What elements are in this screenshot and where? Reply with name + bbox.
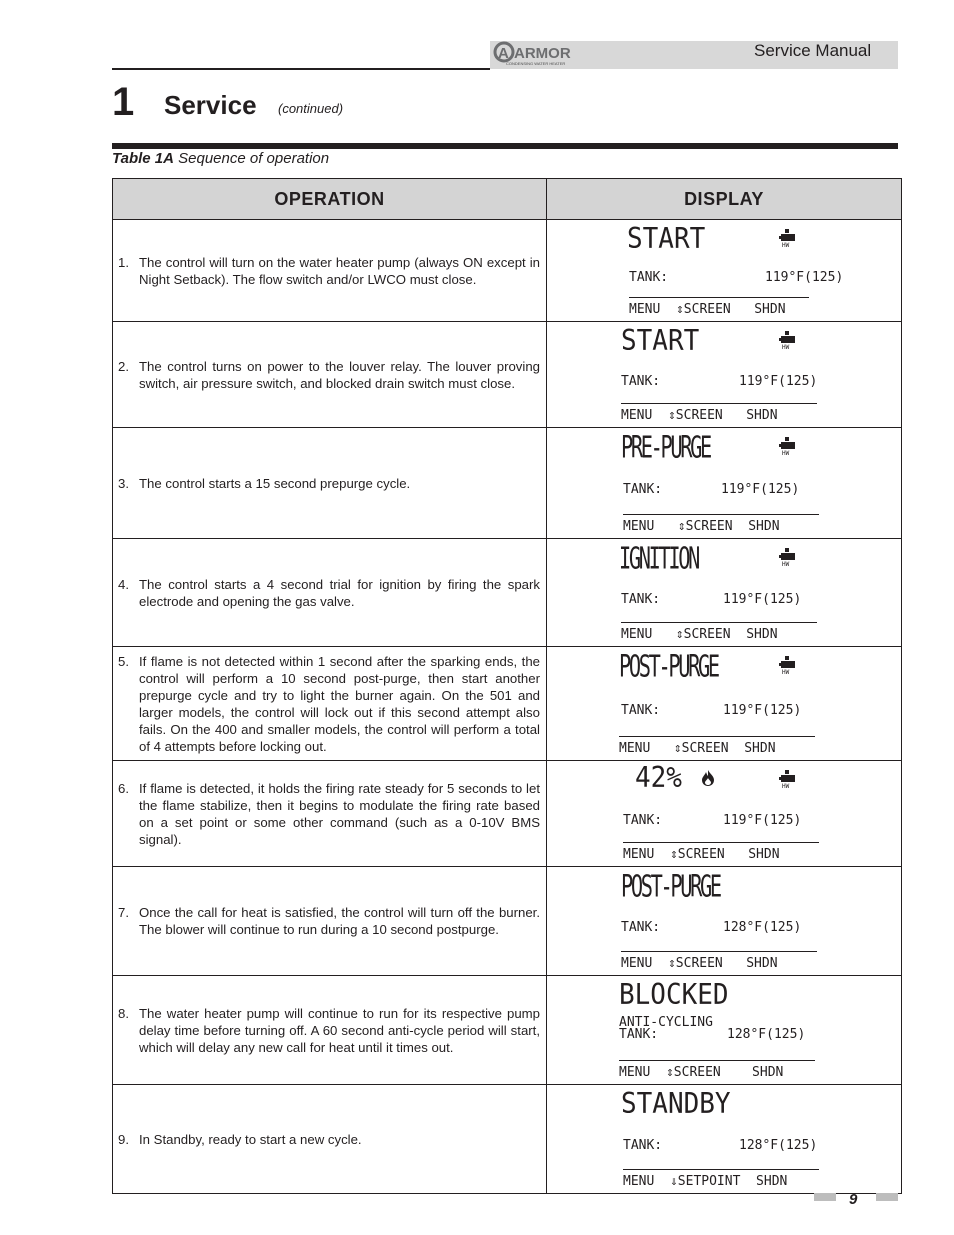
- display-cell: [547, 976, 902, 1085]
- table-caption-text: Sequence of operation: [178, 150, 330, 167]
- lcd-divider: [623, 1169, 819, 1170]
- brand-name: ARMOR: [514, 45, 571, 62]
- step-number: 4.: [118, 576, 129, 592]
- step-text: If flame is detected, it holds the firing rate steady for 5 seconds to let the flame stabilize, then it begins to modulate the firing rate based on a set point or some other command (such as a 0-10V BMS signal).: [139, 780, 540, 847]
- operation-step: [113, 1131, 546, 1148]
- svg-text:HW: HW: [782, 669, 790, 675]
- chapter-number: 1: [112, 80, 135, 124]
- lcd-tank-value: 128°F(125): [727, 1027, 806, 1042]
- hot-water-icon: [779, 769, 797, 789]
- table-row: [113, 976, 902, 1085]
- armor-logo: [492, 41, 588, 67]
- lcd-display: [547, 976, 901, 1084]
- hot-water-icon: [779, 330, 797, 350]
- operation-step: [113, 1005, 546, 1056]
- table-caption-label: Table 1A: [112, 150, 174, 167]
- display-cell: [547, 1085, 902, 1194]
- table-row: [113, 322, 902, 428]
- lcd-menu-bar: MENU ⇕SCREEN SHDN: [621, 627, 778, 642]
- step-number: 5.: [118, 653, 129, 669]
- lcd-tank-label: TANK:: [621, 920, 661, 935]
- section-rule: [112, 143, 898, 149]
- step-number: 1.: [118, 254, 129, 270]
- lcd-tank-label: TANK:: [621, 703, 661, 718]
- sequence-table: [112, 178, 902, 1194]
- lcd-tank-label: TANK:: [619, 1027, 659, 1042]
- brand-tagline: CONDENSING WATER HEATER: [506, 61, 566, 66]
- table-row: [113, 539, 902, 647]
- lcd-tank-label: TANK:: [623, 482, 663, 497]
- lcd-display: [547, 428, 901, 538]
- lcd-display: [547, 761, 901, 866]
- lcd-tank-label: TANK:: [629, 270, 669, 285]
- lcd-status-title: POST-PURGE: [619, 649, 718, 685]
- table-row: [113, 647, 902, 761]
- operation-header: OPERATION: [113, 179, 547, 220]
- display-cell: [547, 220, 902, 322]
- lcd-tank-value: 119°F(125): [739, 374, 818, 389]
- step-text: The control turns on power to the louver relay. The louver proving switch, air pressure switch, and blocked drain switch must close.: [139, 358, 540, 391]
- lcd-tank-label: TANK:: [621, 374, 661, 389]
- lcd-menu-bar: MENU ⇕SCREEN SHDN: [621, 956, 778, 971]
- lcd-status-title: POST-PURGE: [621, 869, 720, 905]
- step-text: Once the call for heat is satisfied, the control will turn off the burner. The blower will continue to run during a 10 second postpurge.: [139, 905, 540, 937]
- display-cell: [547, 539, 902, 647]
- lcd-tank-value: 119°F(125): [721, 482, 800, 497]
- hot-water-icon: [779, 436, 797, 456]
- operation-step: [113, 780, 546, 848]
- svg-text:HW: HW: [782, 561, 790, 567]
- lcd-menu-bar: MENU ⇕SCREEN SHDN: [621, 408, 778, 423]
- lcd-display: [547, 539, 901, 646]
- service-manual-label: Service Manual: [754, 41, 872, 60]
- lcd-tank-value: 119°F(125): [723, 592, 802, 607]
- display-header: DISPLAY: [547, 179, 902, 220]
- lcd-status-title: START: [627, 222, 706, 256]
- table-row: [113, 428, 902, 539]
- table-row: [113, 220, 902, 322]
- table-row: [113, 761, 902, 867]
- lcd-substatus: ANTI-CYCLING: [619, 1015, 713, 1030]
- lcd-display: [547, 322, 901, 427]
- operation-step: [113, 653, 546, 755]
- lcd-tank-label: TANK:: [621, 592, 661, 607]
- operation-cell: [113, 647, 547, 761]
- display-cell: [547, 867, 902, 976]
- operation-step: [113, 358, 546, 392]
- lcd-divider: [629, 297, 809, 298]
- hot-water-icon: [779, 547, 797, 567]
- lcd-tank-value: 119°F(125): [723, 813, 802, 828]
- operation-cell: [113, 761, 547, 867]
- lcd-divider: [619, 1060, 815, 1061]
- step-text: The water heater pump will continue to run for its respective pump delay time before turning off. A 60 second anti-cycle period will start, which will delay any new call for heat until it times out.: [139, 1005, 540, 1055]
- lcd-divider: [621, 951, 817, 952]
- step-text: The control starts a 15 second prepurge cycle.: [139, 475, 411, 491]
- hot-water-icon: [779, 228, 797, 248]
- lcd-display: [547, 867, 901, 975]
- table-row: [113, 1085, 902, 1194]
- lcd-divider: [621, 622, 817, 623]
- svg-text:HW: HW: [782, 783, 790, 789]
- flame-icon: [701, 769, 715, 787]
- operation-step: [113, 576, 546, 610]
- lcd-status-title: IGNITION: [619, 541, 698, 577]
- lcd-menu-bar: MENU ⇕SCREEN SHDN: [623, 847, 780, 862]
- hot-water-icon: [779, 655, 797, 675]
- display-cell: [547, 647, 902, 761]
- lcd-menu-bar: MENU ⇕SCREEN SHDN: [619, 1065, 784, 1080]
- operation-cell: [113, 867, 547, 976]
- step-number: 7.: [118, 905, 129, 920]
- lcd-display: [547, 1085, 901, 1193]
- lcd-display: [547, 220, 901, 321]
- chapter-title: Service: [164, 90, 257, 120]
- chapter-continued: (continued): [278, 101, 344, 116]
- step-text: The control starts a 4 second trial for ignition by firing the spark electrode and opening the gas valve.: [139, 576, 540, 609]
- lcd-tank-label: TANK:: [623, 813, 663, 828]
- operation-cell: [113, 539, 547, 647]
- lcd-status-title: START: [621, 324, 700, 358]
- lcd-divider: [623, 842, 819, 843]
- operation-cell: [113, 428, 547, 539]
- lcd-menu-bar: MENU ⇓SETPOINT SHDN: [623, 1174, 788, 1189]
- operation-cell: [113, 220, 547, 322]
- step-text: The control will turn on the water heater pump (always ON except in Night Setback). The flow switch and/or LWCO must close.: [139, 254, 540, 287]
- lcd-divider: [621, 403, 817, 404]
- operation-step: [113, 254, 546, 288]
- lcd-tank-value: 119°F(125): [723, 703, 802, 718]
- display-cell: [547, 428, 902, 539]
- lcd-menu-bar: MENU ⇕SCREEN SHDN: [629, 302, 786, 317]
- page-bar-right: [876, 1193, 898, 1201]
- lcd-status-title: BLOCKED: [619, 978, 729, 1012]
- lcd-tank-value: 128°F(125): [739, 1138, 818, 1153]
- lcd-status-title: PRE-PURGE: [621, 430, 710, 466]
- operation-step: [113, 904, 546, 938]
- svg-text:HW: HW: [782, 344, 790, 350]
- lcd-tank-value: 128°F(125): [723, 920, 802, 935]
- header-rule: [112, 68, 490, 70]
- step-text: In Standby, ready to start a new cycle.: [139, 1131, 362, 1147]
- lcd-divider: [623, 514, 819, 515]
- step-number: 3.: [118, 475, 129, 491]
- step-number: 9.: [118, 1131, 129, 1147]
- lcd-tank-value: 119°F(125): [765, 270, 844, 285]
- lcd-menu-bar: MENU ⇕SCREEN SHDN: [623, 519, 780, 534]
- operation-cell: [113, 322, 547, 428]
- operation-cell: [113, 1085, 547, 1194]
- step-number: 8.: [118, 1005, 129, 1021]
- step-text: If flame is not detected within 1 second after the sparking ends, the control will perform a 10 second post-purge, then start another prepurge cycle and try to light the burner again. On the 501 and larger models, the control will lock out if this second attempt also fails. On the 400 and smaller models, the control will perform a total of 4 attempts before locking out.: [139, 653, 540, 754]
- operation-cell: [113, 976, 547, 1085]
- operation-step: [113, 475, 546, 492]
- lcd-tank-label: TANK:: [623, 1138, 663, 1153]
- step-number: 6.: [118, 780, 129, 796]
- table-caption: [112, 150, 329, 168]
- step-number: 2.: [118, 358, 129, 374]
- table-row: [113, 867, 902, 976]
- svg-text:HW: HW: [782, 242, 790, 248]
- lcd-menu-bar: MENU ⇕SCREEN SHDN: [619, 741, 776, 756]
- page-number: 9: [849, 1191, 858, 1208]
- lcd-divider: [619, 736, 815, 737]
- svg-text:HW: HW: [782, 450, 790, 456]
- lcd-display: [547, 647, 901, 760]
- display-cell: [547, 761, 902, 867]
- lcd-status-title: STANDBY: [621, 1087, 731, 1121]
- brand-text: A: [498, 45, 509, 62]
- lcd-firing-rate: 42%: [635, 761, 682, 795]
- page-bar-left: [814, 1193, 836, 1201]
- display-cell: [547, 322, 902, 428]
